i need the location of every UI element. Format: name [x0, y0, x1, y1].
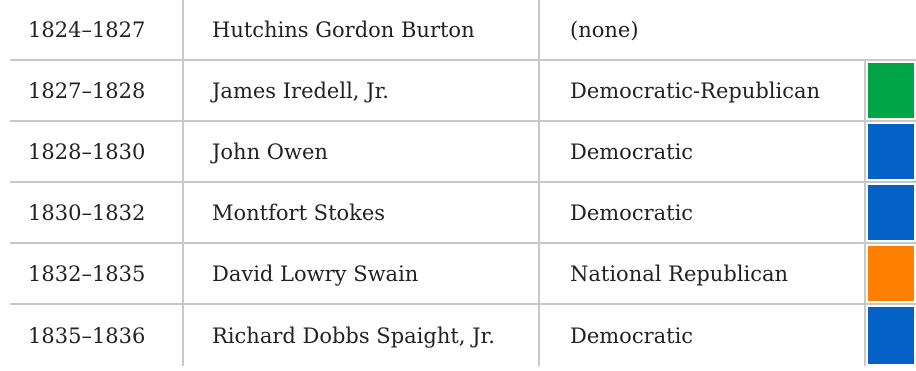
party-color-swatch — [868, 63, 914, 118]
term-cell: 1830–1832 — [10, 183, 184, 242]
party-color-cell — [864, 122, 914, 181]
term-cell: 1827–1828 — [10, 61, 184, 120]
party-color-cell — [864, 0, 914, 59]
party-color-swatch — [868, 307, 914, 364]
party-color-cell — [864, 244, 914, 303]
name-cell: David Lowry Swain — [184, 244, 540, 303]
party-color-swatch — [866, 2, 914, 57]
name-cell: James Iredell, Jr. — [184, 61, 540, 120]
party-cell: Democratic — [570, 323, 694, 348]
party-cell: Democratic — [570, 200, 694, 225]
party-color-swatch — [868, 124, 914, 179]
party-color-swatch — [868, 185, 914, 240]
table-row — [10, 122, 916, 183]
party-color-cell — [864, 305, 914, 366]
term-cell: 1824–1827 — [10, 0, 184, 59]
party-cell: (none) — [570, 17, 639, 42]
party-cell: Democratic — [570, 139, 694, 164]
party-color-swatch — [868, 246, 914, 301]
party-color-cell — [864, 61, 914, 120]
name-cell: Montfort Stokes — [184, 183, 540, 242]
term-cell: 1835–1836 — [10, 305, 184, 366]
term-cell: 1832–1835 — [10, 244, 184, 303]
name-cell: Hutchins Gordon Burton — [184, 0, 540, 59]
party-cell: National Republican — [570, 261, 789, 286]
party-color-cell — [864, 183, 914, 242]
table-row — [10, 244, 916, 305]
party-cell: Democratic-Republican — [570, 78, 821, 103]
table-row — [10, 305, 916, 366]
table-row — [10, 183, 916, 244]
table-row — [10, 0, 916, 61]
name-cell: Richard Dobbs Spaight, Jr. — [184, 305, 540, 366]
table-row — [10, 61, 916, 122]
name-cell: John Owen — [184, 122, 540, 181]
governors-table — [10, 0, 916, 366]
term-cell: 1828–1830 — [10, 122, 184, 181]
